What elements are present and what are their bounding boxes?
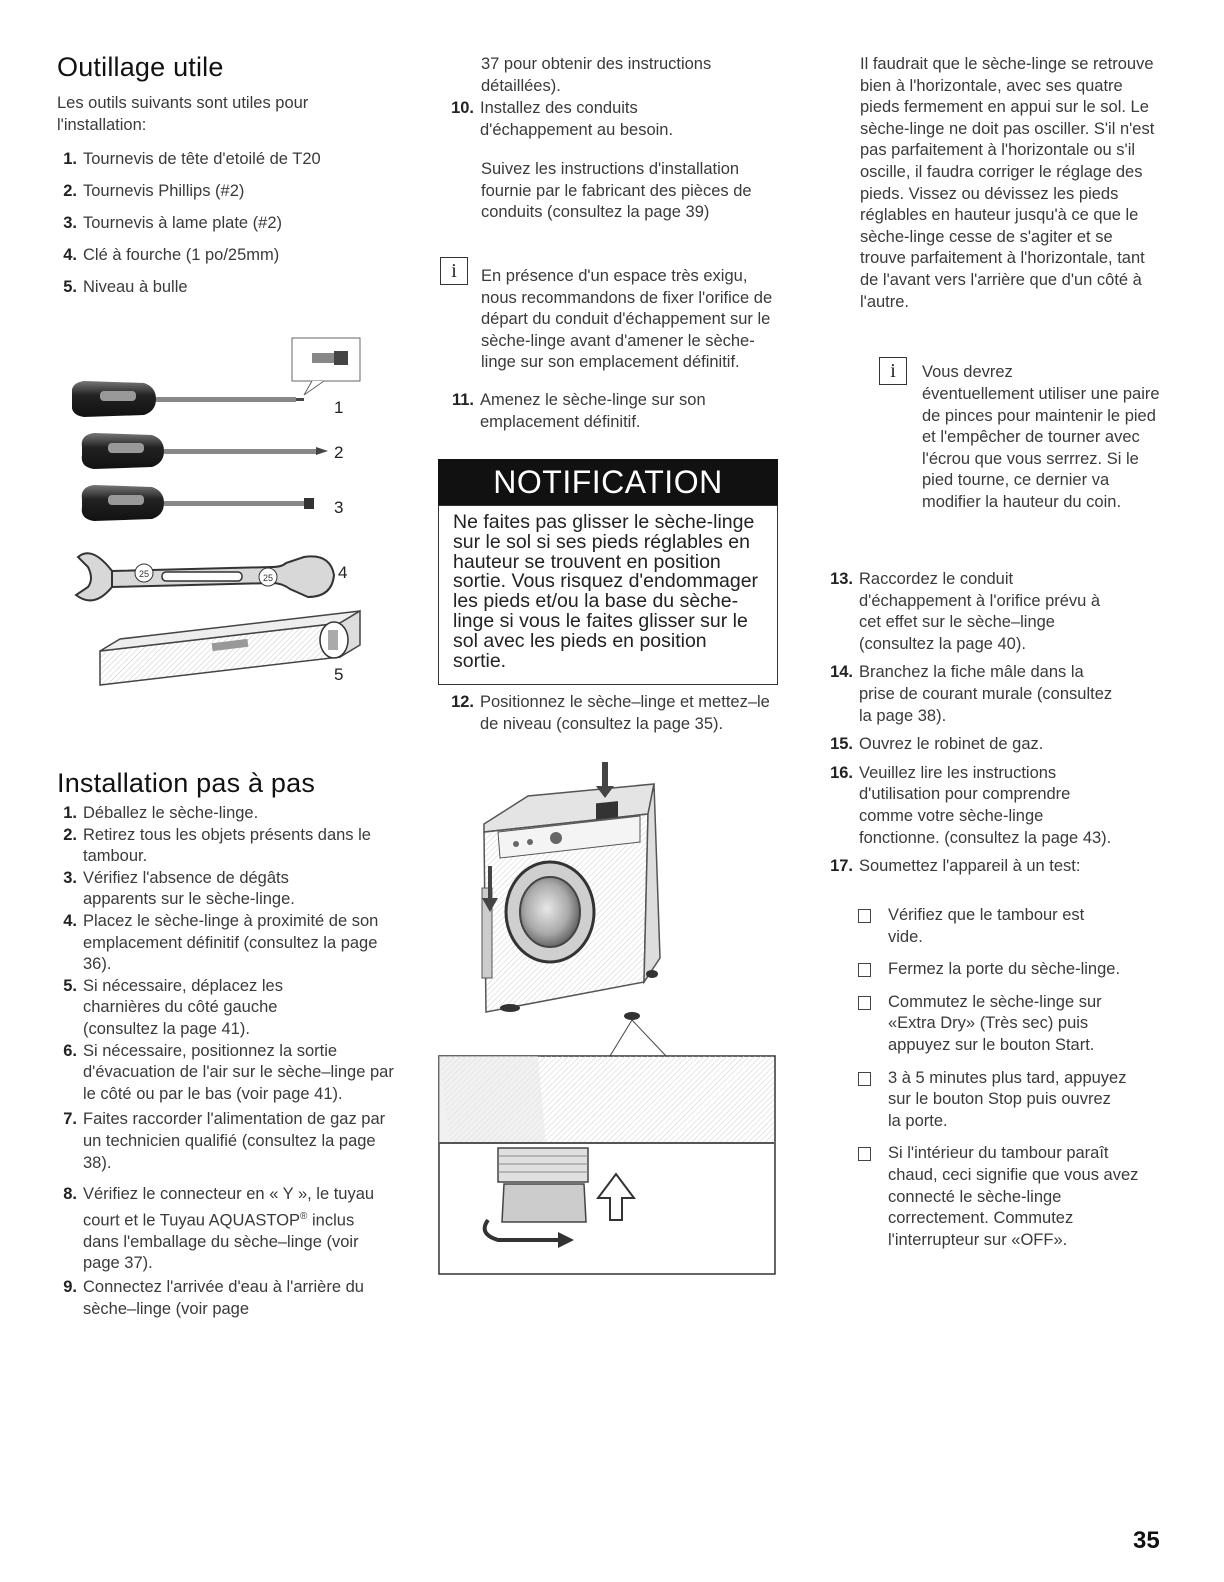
step10-paragraph: Suivez les instructions d'installation fournie par le fabricant des pièces de conduits (consultez la page 39): [481, 160, 752, 222]
wrench-size-mark: 25: [138, 569, 150, 579]
tools-list-item: 5. Niveau à bulle: [63, 278, 188, 297]
step-item: 3. Vérifiez l'absence de dégâts apparents sur le sèche-linge.: [63, 868, 295, 909]
wrench-size-mark: 25: [262, 573, 274, 583]
step-item: 17. Soumettez l'appareil à un test:: [830, 857, 1081, 876]
step9-continuation: 37 pour obtenir des instructions détaillées).: [481, 55, 712, 95]
step-item: 8. Vérifiez le connecteur en « Y », le tuyau court et le Tuyau AQUASTOP® inclus dans l'emballage du sèche–linge (voir page 37).: [63, 1185, 375, 1273]
checkbox-icon: [858, 996, 871, 1010]
step-item: 2. Retirez tous les objets présents dans le tambour.: [63, 825, 371, 866]
page-number: 35: [1133, 1527, 1160, 1554]
checklist-item: Commutez le sèche-linge sur «Extra Dry» (Très sec) puis appuyez sur le bouton Start.: [858, 992, 1158, 1057]
install-title: Installation pas à pas: [57, 768, 316, 798]
step-item: 10. Installez des conduits d'échappement au besoin.: [451, 99, 674, 139]
notification-box: [438, 459, 778, 685]
step-item: 15. Ouvrez le robinet de gaz.: [830, 735, 1044, 754]
torx-bit-callout: [292, 338, 360, 395]
checklist-item: Fermez la porte du sèche-linge.: [858, 959, 1158, 981]
step-item: 6. Si nécessaire, positionnez la sortie d'évacuation de l'air sur le sèche–linge par le côté ou par le bas (voir page 41).: [63, 1041, 394, 1103]
tools-list-item: 3. Tournevis à lame plate (#2): [63, 214, 283, 233]
notification-body: [438, 505, 778, 685]
checklist-item: Vérifiez que le tambour est vide.: [858, 905, 1158, 948]
figure-label: 2: [334, 443, 344, 462]
step-item: 14. Branchez la fiche mâle dans la prise de courant murale (consultez la page 38).: [830, 663, 1113, 725]
step-item: 4. Placez le sèche-linge à proximité de son emplacement définitif (consultez la page 36).: [63, 911, 379, 974]
info-icon: i: [879, 357, 907, 385]
dryer-leveling-illustration: [438, 762, 778, 1282]
step-11: [440, 390, 780, 433]
flat-screwdriver: [82, 485, 314, 521]
right-steps-list: [819, 569, 1159, 878]
step-item: 1. Déballez le sèche-linge.: [63, 804, 259, 822]
install-steps-list: [43, 803, 403, 1320]
step-item: 11. Amenez le sèche-linge sur son emplacement définitif.: [451, 391, 706, 431]
tools-intro: Les outils suivants sont utiles pour l'installation:: [57, 94, 309, 134]
figure-label: 1: [334, 398, 344, 417]
torx-screwdriver: [72, 381, 304, 417]
checklist-item: 3 à 5 minutes plus tard, appuyez sur le bouton Stop puis ouvrez la porte.: [858, 1068, 1158, 1133]
tools-list-item: 4. Clé à fourche (1 po/25mm): [63, 246, 280, 265]
figure-label: 5: [334, 665, 344, 684]
tools-title: Outillage utile: [57, 52, 224, 82]
checkbox-icon: [858, 963, 871, 977]
step-item: 13. Raccordez le conduit d'échappement à l'orifice prévu à cet effet sur le sèche–linge (consultez la page 40).: [830, 570, 1101, 653]
phillips-screwdriver: [82, 433, 328, 469]
tools-list-item: 1. Tournevis de tête d'etoilé de T20: [63, 150, 321, 168]
tools-list-item: 2. Tournevis Phillips (#2): [63, 182, 245, 201]
step-item: 7. Faites raccorder l'alimentation de gaz par un technicien qualifié (consultez la page 38).: [63, 1110, 386, 1172]
step-item: 12. Positionnez le sèche–linge et mettez–le de niveau (consultez la page 35).: [451, 693, 770, 733]
test-checklist: [858, 905, 1158, 1251]
info-note: éventuellement utiliser une paire de pinces pour maintenir le pied et l'empêcher de tourner avec l'écrou que vous serrrez. Si le pied tourne, ce dernier va modifier la hauteur du coin.: [922, 385, 1160, 511]
figure-label: 4: [338, 563, 348, 582]
step-item: 9. Connectez l'arrivée d'eau à l'arrière du sèche–linge (voir page: [63, 1277, 364, 1318]
open-end-wrench: [76, 553, 334, 600]
info-note: En présence d'un espace très exigu, nous recommandons de fixer l'orifice de départ du conduit d'échappement sur le sèche-linge avant d'amener le sèche-linge sur son emplacement définitif.: [481, 267, 773, 372]
leveling-instructions: Il faudrait que le sèche-linge se retrouve bien à l'horizontale, avec ses quatre pieds fermement en appui sur le sol. Le sèche-linge ne doit pas osciller. S'il n'est pas parfaitement à l'horizontale ou s'il oscille, il faudra corriger le réglage des pieds. Vissez ou dévissez les pieds réglables en hauteur jusqu'à ce que le sèche-linge cesse de s'agiter et se trouve parfaitement à l'horizontale, tant de l'avant vers l'arrière que d'un côté à l'autre.: [860, 55, 1155, 311]
checklist-item: Si l'intérieur du tambour paraît chaud, ceci signifie que vous avez connecté le sèche-linge correctement. Commutez l'interrupteur sur «OFF».: [858, 1143, 1158, 1251]
dryer-appliance: [482, 762, 660, 1020]
figure-label: 3: [334, 498, 344, 517]
checkbox-icon: [858, 1147, 871, 1161]
step-12: [440, 692, 780, 735]
checkbox-icon: [858, 909, 871, 923]
step-10: [440, 98, 780, 141]
info-note-first-line: Vous devrez: [922, 363, 1013, 381]
tools-list: [43, 149, 403, 299]
info-icon: i: [440, 257, 468, 285]
step-item: 5. Si nécessaire, déplacez les charnières du côté gauche (consultez la page 41).: [63, 976, 283, 1038]
notification-header: NOTIFICATION: [438, 459, 778, 505]
spirit-level: [100, 611, 360, 685]
adjustable-foot-detail: [439, 1056, 775, 1274]
notification-text: Ne faites pas glisser le sèche-linge sur le sol si ses pieds réglables en hauteur se trouvent en position sortie. Vous risquez d'endommager les pieds et/ou la base du sèche-linge si vous le faites glisser sur le sol avec les pieds en position sortie.: [453, 511, 759, 672]
checkbox-icon: [858, 1072, 871, 1086]
tools-illustration: [72, 335, 382, 715]
step-item: 16. Veuillez lire les instructions d'utilisation pour comprendre comme votre sèche-linge fonctionne. (consultez la page 43).: [830, 763, 1112, 847]
